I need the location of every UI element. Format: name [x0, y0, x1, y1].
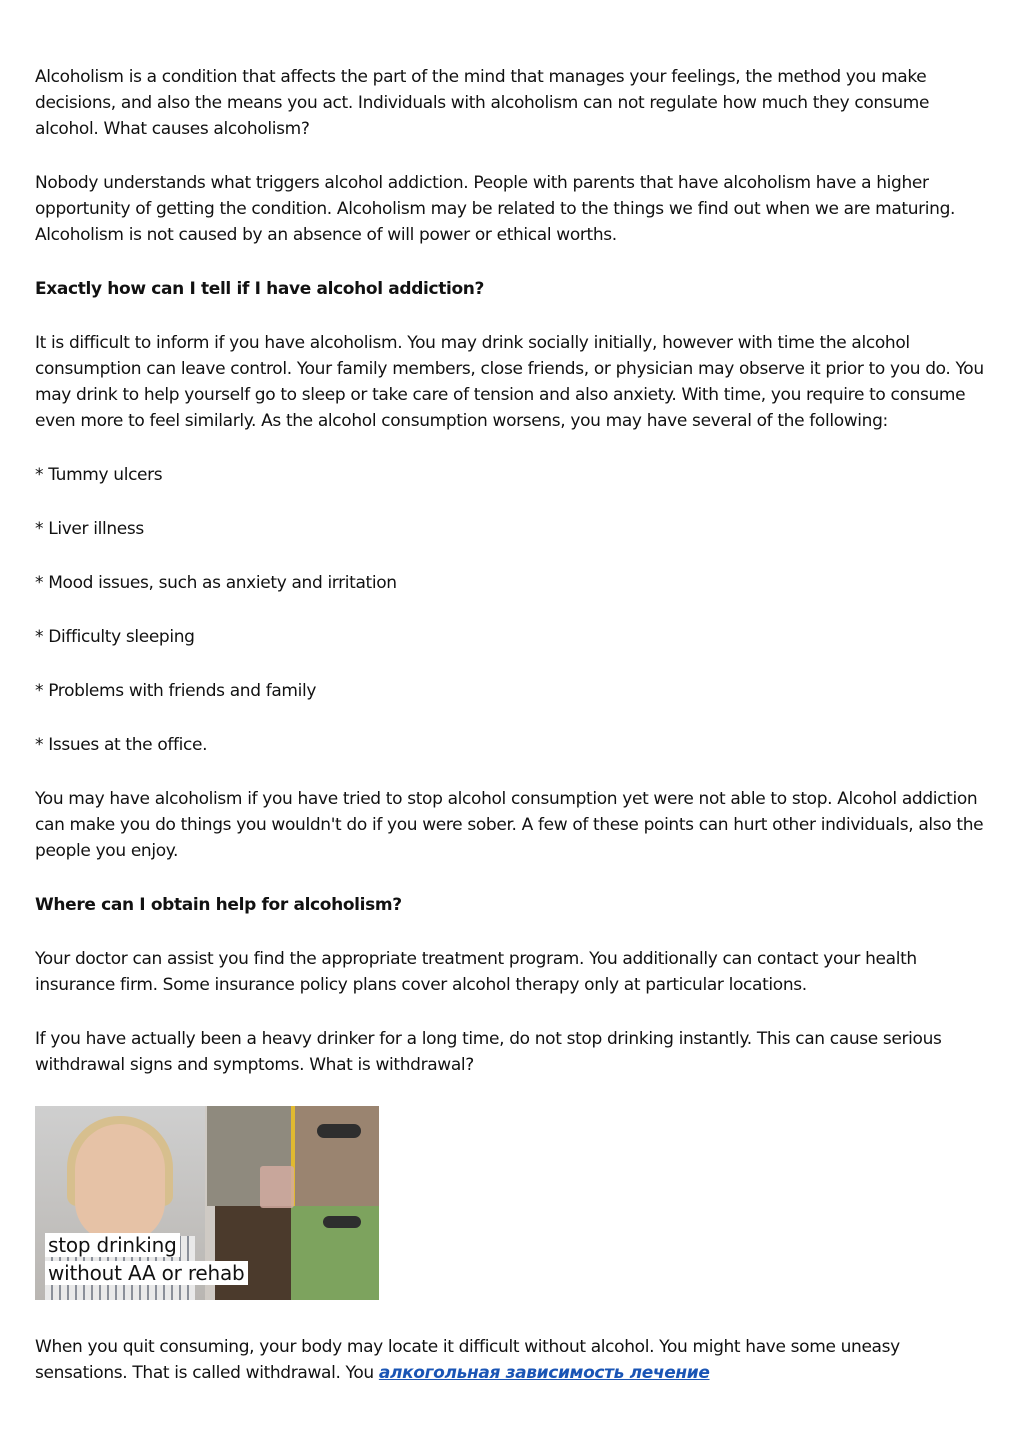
- photo-sunglasses: [317, 1124, 361, 1138]
- photo-drink-glass: [260, 1166, 294, 1208]
- photo-sunglasses: [323, 1216, 361, 1228]
- paragraph-doctor: Your doctor can assist you find the appropriate treatment program. You additionally can contact your health insurance firm. Some insurance policy plans cover alcohol therapy only at particular locations.: [35, 949, 917, 995]
- list-item: * Difficulty sleeping: [35, 627, 195, 647]
- heading-obtain-help: Where can I obtain help for alcoholism?: [35, 895, 402, 915]
- paragraph-tried-to-stop: You may have alcoholism if you have tried to stop alcohol consumption yet were not able to stop. Alcohol addiction can make you do things you wouldn't do if you were sober. A few of these points can hurt other individuals, also the people you enjoy.: [35, 789, 984, 861]
- paragraph-quit-consuming: [35, 1334, 995, 1386]
- paragraph-difficult-to-inform: It is difficult to inform if you have alcoholism. You may drink socially initially, however with time the alcohol consumption can leave control. Your family members, close friends, or physician may observe it prior to you do. You may drink to help yourself go to sleep or take care of tension and also anxiety. With time, you require to consume even more to feel similarly. As the alcohol consumption worsens, you may have several of the following:: [35, 333, 984, 431]
- photo-caption-line1: stop drinking: [45, 1233, 180, 1257]
- paragraph-intro: Alcoholism is a condition that affects the part of the mind that manages your feelings, the method you make decisions, and also the means you act. Individuals with alcoholism can not regulate how much they consume alcohol. What causes alcoholism?: [35, 67, 930, 139]
- photo-caption-line2: without AA or rehab: [45, 1261, 248, 1285]
- photo-face: [75, 1124, 165, 1242]
- list-item: * Mood issues, such as anxiety and irritation: [35, 573, 397, 593]
- list-item: * Issues at the office.: [35, 735, 208, 755]
- heading-tell-addiction: Exactly how can I tell if I have alcohol addiction?: [35, 279, 485, 299]
- list-item: * Liver illness: [35, 519, 144, 539]
- article: [35, 64, 995, 1386]
- paragraph-withdrawal: If you have actually been a heavy drinker for a long time, do not stop drinking instantly. This can cause serious withdrawal signs and symptoms. What is withdrawal?: [35, 1029, 942, 1075]
- photo-collage-tile: [295, 1106, 379, 1206]
- paragraph-quit-consuming-text: When you quit consuming, your body may locate it difficult without alcohol. You might have some uneasy sensations. That is called withdrawal. You: [35, 1337, 900, 1383]
- list-item: * Problems with friends and family: [35, 681, 317, 701]
- paragraph-causes: Nobody understands what triggers alcohol addiction. People with parents that have alcoholism have a higher opportunity of getting the condition. Alcoholism may be related to the things we find out when we are maturing. Alcoholism is not caused by an absence of will power or ethical worths.: [35, 173, 956, 245]
- list-item: * Tummy ulcers: [35, 465, 163, 485]
- photo-collage-tile: [215, 1206, 291, 1300]
- article-photo: [35, 1106, 379, 1300]
- treatment-link[interactable]: алкогольная зависимость лечение: [378, 1363, 710, 1383]
